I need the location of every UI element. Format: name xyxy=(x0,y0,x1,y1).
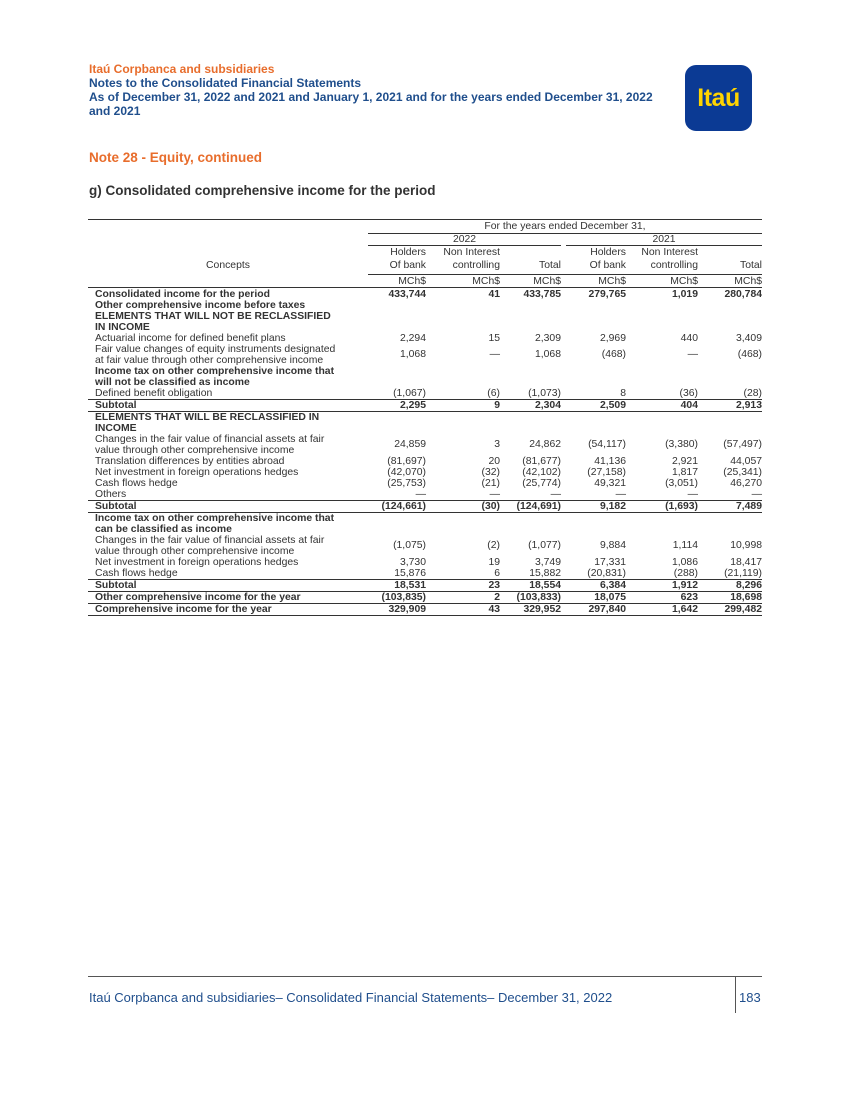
row-value: 44,057 xyxy=(730,456,762,467)
row-value: (21,119) xyxy=(724,568,762,579)
row-value: 8,296 xyxy=(735,580,762,591)
row-value: (42,102) xyxy=(522,467,561,478)
row-value: 23 xyxy=(488,580,500,591)
row-value: 433,744 xyxy=(388,289,426,300)
row-value: 3,730 xyxy=(399,557,426,568)
row-value: (27,158) xyxy=(587,467,626,478)
row-value: 1,019 xyxy=(671,289,698,300)
column-header-line2: controlling xyxy=(650,260,698,271)
row-label: Actuarial income for defined benefit plans xyxy=(95,333,286,344)
row-value: 3,749 xyxy=(534,557,561,568)
row-value: (28) xyxy=(743,388,762,399)
row-value: 1,068 xyxy=(534,349,561,360)
row-value: (57,497) xyxy=(723,439,762,450)
row-value: 3,409 xyxy=(735,333,762,344)
row-value: 3 xyxy=(494,439,500,450)
row-label: Others xyxy=(95,489,127,500)
row-value: 1,817 xyxy=(671,467,698,478)
row-value: (2) xyxy=(487,540,500,551)
row-value: — xyxy=(415,489,426,500)
row-value: 1,086 xyxy=(671,557,698,568)
footer-text: Itaú Corpbanca and subsidiaries– Consolidated Financial Statements– December 31, 2022 xyxy=(89,990,613,1005)
row-value: (468) xyxy=(737,349,762,360)
header-line-1: Notes to the Consolidated Financial Statements xyxy=(89,76,362,90)
column-header-line1: Non Interest xyxy=(641,247,698,258)
row-value: (25,774) xyxy=(522,478,561,489)
row-value: 279,765 xyxy=(588,289,626,300)
row-label: Income tax on other comprehensive income that xyxy=(95,513,335,524)
unit-label: MCh$ xyxy=(472,276,500,287)
footer-rule xyxy=(88,976,762,977)
row-label: Net investment in foreign operations hedges xyxy=(95,467,299,478)
row-value: (1,693) xyxy=(665,501,698,512)
row-value: 9,182 xyxy=(599,501,626,512)
table-top-rule xyxy=(88,219,762,220)
row-value: (36) xyxy=(679,388,698,399)
row-value: (81,697) xyxy=(387,456,426,467)
row-label: Cash flows hedge xyxy=(95,568,178,579)
row-label: can be classified as income xyxy=(95,524,232,535)
unit-label: MCh$ xyxy=(398,276,426,287)
row-label: value through other comprehensive income xyxy=(95,546,295,557)
row-value: (25,753) xyxy=(387,478,426,489)
row-rule xyxy=(88,615,762,616)
row-value: 329,952 xyxy=(523,604,561,615)
row-value: 6 xyxy=(494,568,500,579)
row-value: 18,075 xyxy=(594,592,626,603)
row-value: 433,785 xyxy=(523,289,561,300)
row-label: Subtotal xyxy=(95,580,137,591)
column-header-line2: Total xyxy=(740,260,762,271)
row-value: (3,051) xyxy=(665,478,698,489)
header-underline xyxy=(368,274,762,275)
row-label: will not be classified as income xyxy=(95,377,250,388)
row-value: 2 xyxy=(494,592,500,603)
row-value: 18,417 xyxy=(730,557,762,568)
row-value: (1,067) xyxy=(393,388,426,399)
row-value: (81,677) xyxy=(522,456,561,467)
row-value: 404 xyxy=(680,400,698,411)
row-value: 15,882 xyxy=(529,568,561,579)
concepts-header: Concepts xyxy=(206,260,250,271)
row-label: Fair value changes of equity instruments designated xyxy=(95,344,336,355)
header-line-3: and 2021 xyxy=(89,104,141,118)
row-value: (1,075) xyxy=(393,540,426,551)
column-header-line2: Total xyxy=(539,260,561,271)
column-header-line2: Of bank xyxy=(389,260,426,271)
row-value: 43 xyxy=(488,604,500,615)
row-label: Consolidated income for the period xyxy=(95,289,270,300)
row-label: Net investment in foreign operations hedges xyxy=(95,557,299,568)
row-value: 1,068 xyxy=(399,349,426,360)
row-value: 297,840 xyxy=(588,604,626,615)
row-value: 18,531 xyxy=(394,580,426,591)
year-2021-header: 2021 xyxy=(652,234,676,245)
row-value: (124,661) xyxy=(381,501,426,512)
row-value: 2,509 xyxy=(599,400,626,411)
row-value: 623 xyxy=(680,592,698,603)
row-value: 1,114 xyxy=(672,540,698,551)
row-value: (42,070) xyxy=(387,467,426,478)
row-label: IN INCOME xyxy=(95,322,150,333)
row-value: (6) xyxy=(487,388,500,399)
column-header-line1: Non Interest xyxy=(443,247,500,258)
row-value: 49,321 xyxy=(594,478,626,489)
row-value: 19 xyxy=(488,557,500,568)
row-value: 9,884 xyxy=(599,540,626,551)
row-value: 329,909 xyxy=(388,604,426,615)
row-value: 280,784 xyxy=(724,289,762,300)
page-number: 183 xyxy=(739,990,761,1005)
row-value: (288) xyxy=(673,568,698,579)
row-label: Changes in the fair value of financial assets at fair xyxy=(95,535,325,546)
period-header: For the years ended December 31, xyxy=(484,221,646,232)
document-header xyxy=(89,62,689,118)
row-value: 299,482 xyxy=(724,604,762,615)
itau-logo xyxy=(685,65,752,131)
row-label: ELEMENTS THAT WILL BE RECLASSIFIED IN xyxy=(95,412,320,423)
row-value: — xyxy=(550,489,561,500)
row-label: at fair value through other comprehensive income xyxy=(95,355,324,366)
row-value: (54,117) xyxy=(588,439,626,450)
row-value: (1,077) xyxy=(528,540,561,551)
row-value: — xyxy=(489,489,500,500)
row-value: (32) xyxy=(481,467,500,478)
row-value: 6,384 xyxy=(599,580,626,591)
unit-rule xyxy=(88,287,762,288)
row-value: 20 xyxy=(488,456,500,467)
row-value: 2,969 xyxy=(599,333,626,344)
row-value: 18,698 xyxy=(730,592,762,603)
row-label: INCOME xyxy=(95,423,137,434)
header-line-2: As of December 31, 2022 and 2021 and January 1, 2021 and for the years ended December 31, 2022 xyxy=(89,90,653,104)
column-header-line1: Holders xyxy=(390,247,426,258)
row-value: (103,833) xyxy=(516,592,561,603)
row-value: (30) xyxy=(481,501,500,512)
row-value: (1,073) xyxy=(528,388,561,399)
row-label: ELEMENTS THAT WILL NOT BE RECLASSIFIED xyxy=(95,311,331,322)
section-title: g) Consolidated comprehensive income for the period xyxy=(89,183,436,198)
row-value: 2,913 xyxy=(735,400,762,411)
row-label: Changes in the fair value of financial assets at fair xyxy=(95,434,325,445)
logo-text: Itaú xyxy=(697,83,740,112)
row-value: 2,294 xyxy=(399,333,426,344)
row-value: 18,554 xyxy=(529,580,561,591)
row-label: value through other comprehensive income xyxy=(95,445,295,456)
row-value: — xyxy=(489,349,500,360)
row-label: Defined benefit obligation xyxy=(95,388,213,399)
row-value: 24,859 xyxy=(394,439,426,450)
row-label: Income tax on other comprehensive income that xyxy=(95,366,335,377)
year-2021-rule xyxy=(566,245,762,246)
row-value: 15 xyxy=(488,333,500,344)
footer-divider xyxy=(735,976,736,1013)
row-value: — xyxy=(751,489,762,500)
row-label: Translation differences by entities abroad xyxy=(95,456,285,467)
row-value: 24,862 xyxy=(529,439,561,450)
row-value: 41,136 xyxy=(594,456,626,467)
row-value: — xyxy=(687,489,698,500)
row-label: Subtotal xyxy=(95,400,137,411)
row-label: Subtotal xyxy=(95,501,137,512)
row-value: — xyxy=(615,489,626,500)
row-label: Comprehensive income for the year xyxy=(95,604,272,615)
row-value: 17,331 xyxy=(594,557,626,568)
unit-label: MCh$ xyxy=(734,276,762,287)
row-value: — xyxy=(687,349,698,360)
row-value: 2,309 xyxy=(534,333,561,344)
unit-label: MCh$ xyxy=(533,276,561,287)
row-value: 7,489 xyxy=(735,501,762,512)
column-header-line2: Of bank xyxy=(589,260,626,271)
unit-label: MCh$ xyxy=(670,276,698,287)
row-value: 41 xyxy=(488,289,500,300)
company-name: Itaú Corpbanca and subsidiaries xyxy=(89,62,275,76)
row-value: 8 xyxy=(620,388,626,399)
row-label: Other comprehensive income before taxes xyxy=(95,300,306,311)
row-value: 9 xyxy=(494,400,500,411)
row-value: (103,835) xyxy=(381,592,426,603)
row-label: Cash flows hedge xyxy=(95,478,178,489)
row-label: Other comprehensive income for the year xyxy=(95,592,301,603)
year-2022-header: 2022 xyxy=(452,234,477,245)
column-header-line1: Holders xyxy=(590,247,626,258)
row-value: 2,295 xyxy=(399,400,426,411)
row-value: 46,270 xyxy=(730,478,762,489)
row-value: (468) xyxy=(601,349,626,360)
row-value: 15,876 xyxy=(394,568,426,579)
row-value: 1,912 xyxy=(671,580,698,591)
column-header-line2: controlling xyxy=(452,260,500,271)
row-value: 10,998 xyxy=(730,540,762,551)
row-value: (124,691) xyxy=(516,501,561,512)
row-value: (20,831) xyxy=(587,568,626,579)
row-value: (25,341) xyxy=(723,467,762,478)
note-title: Note 28 - Equity, continued xyxy=(89,150,263,165)
row-value: (3,380) xyxy=(665,439,698,450)
row-value: 440 xyxy=(680,333,698,344)
year-2022-rule xyxy=(368,245,561,246)
row-value: 2,304 xyxy=(534,400,561,411)
row-value: 1,642 xyxy=(671,604,698,615)
row-value: 2,921 xyxy=(671,456,698,467)
unit-label: MCh$ xyxy=(598,276,626,287)
row-value: (21) xyxy=(481,478,500,489)
